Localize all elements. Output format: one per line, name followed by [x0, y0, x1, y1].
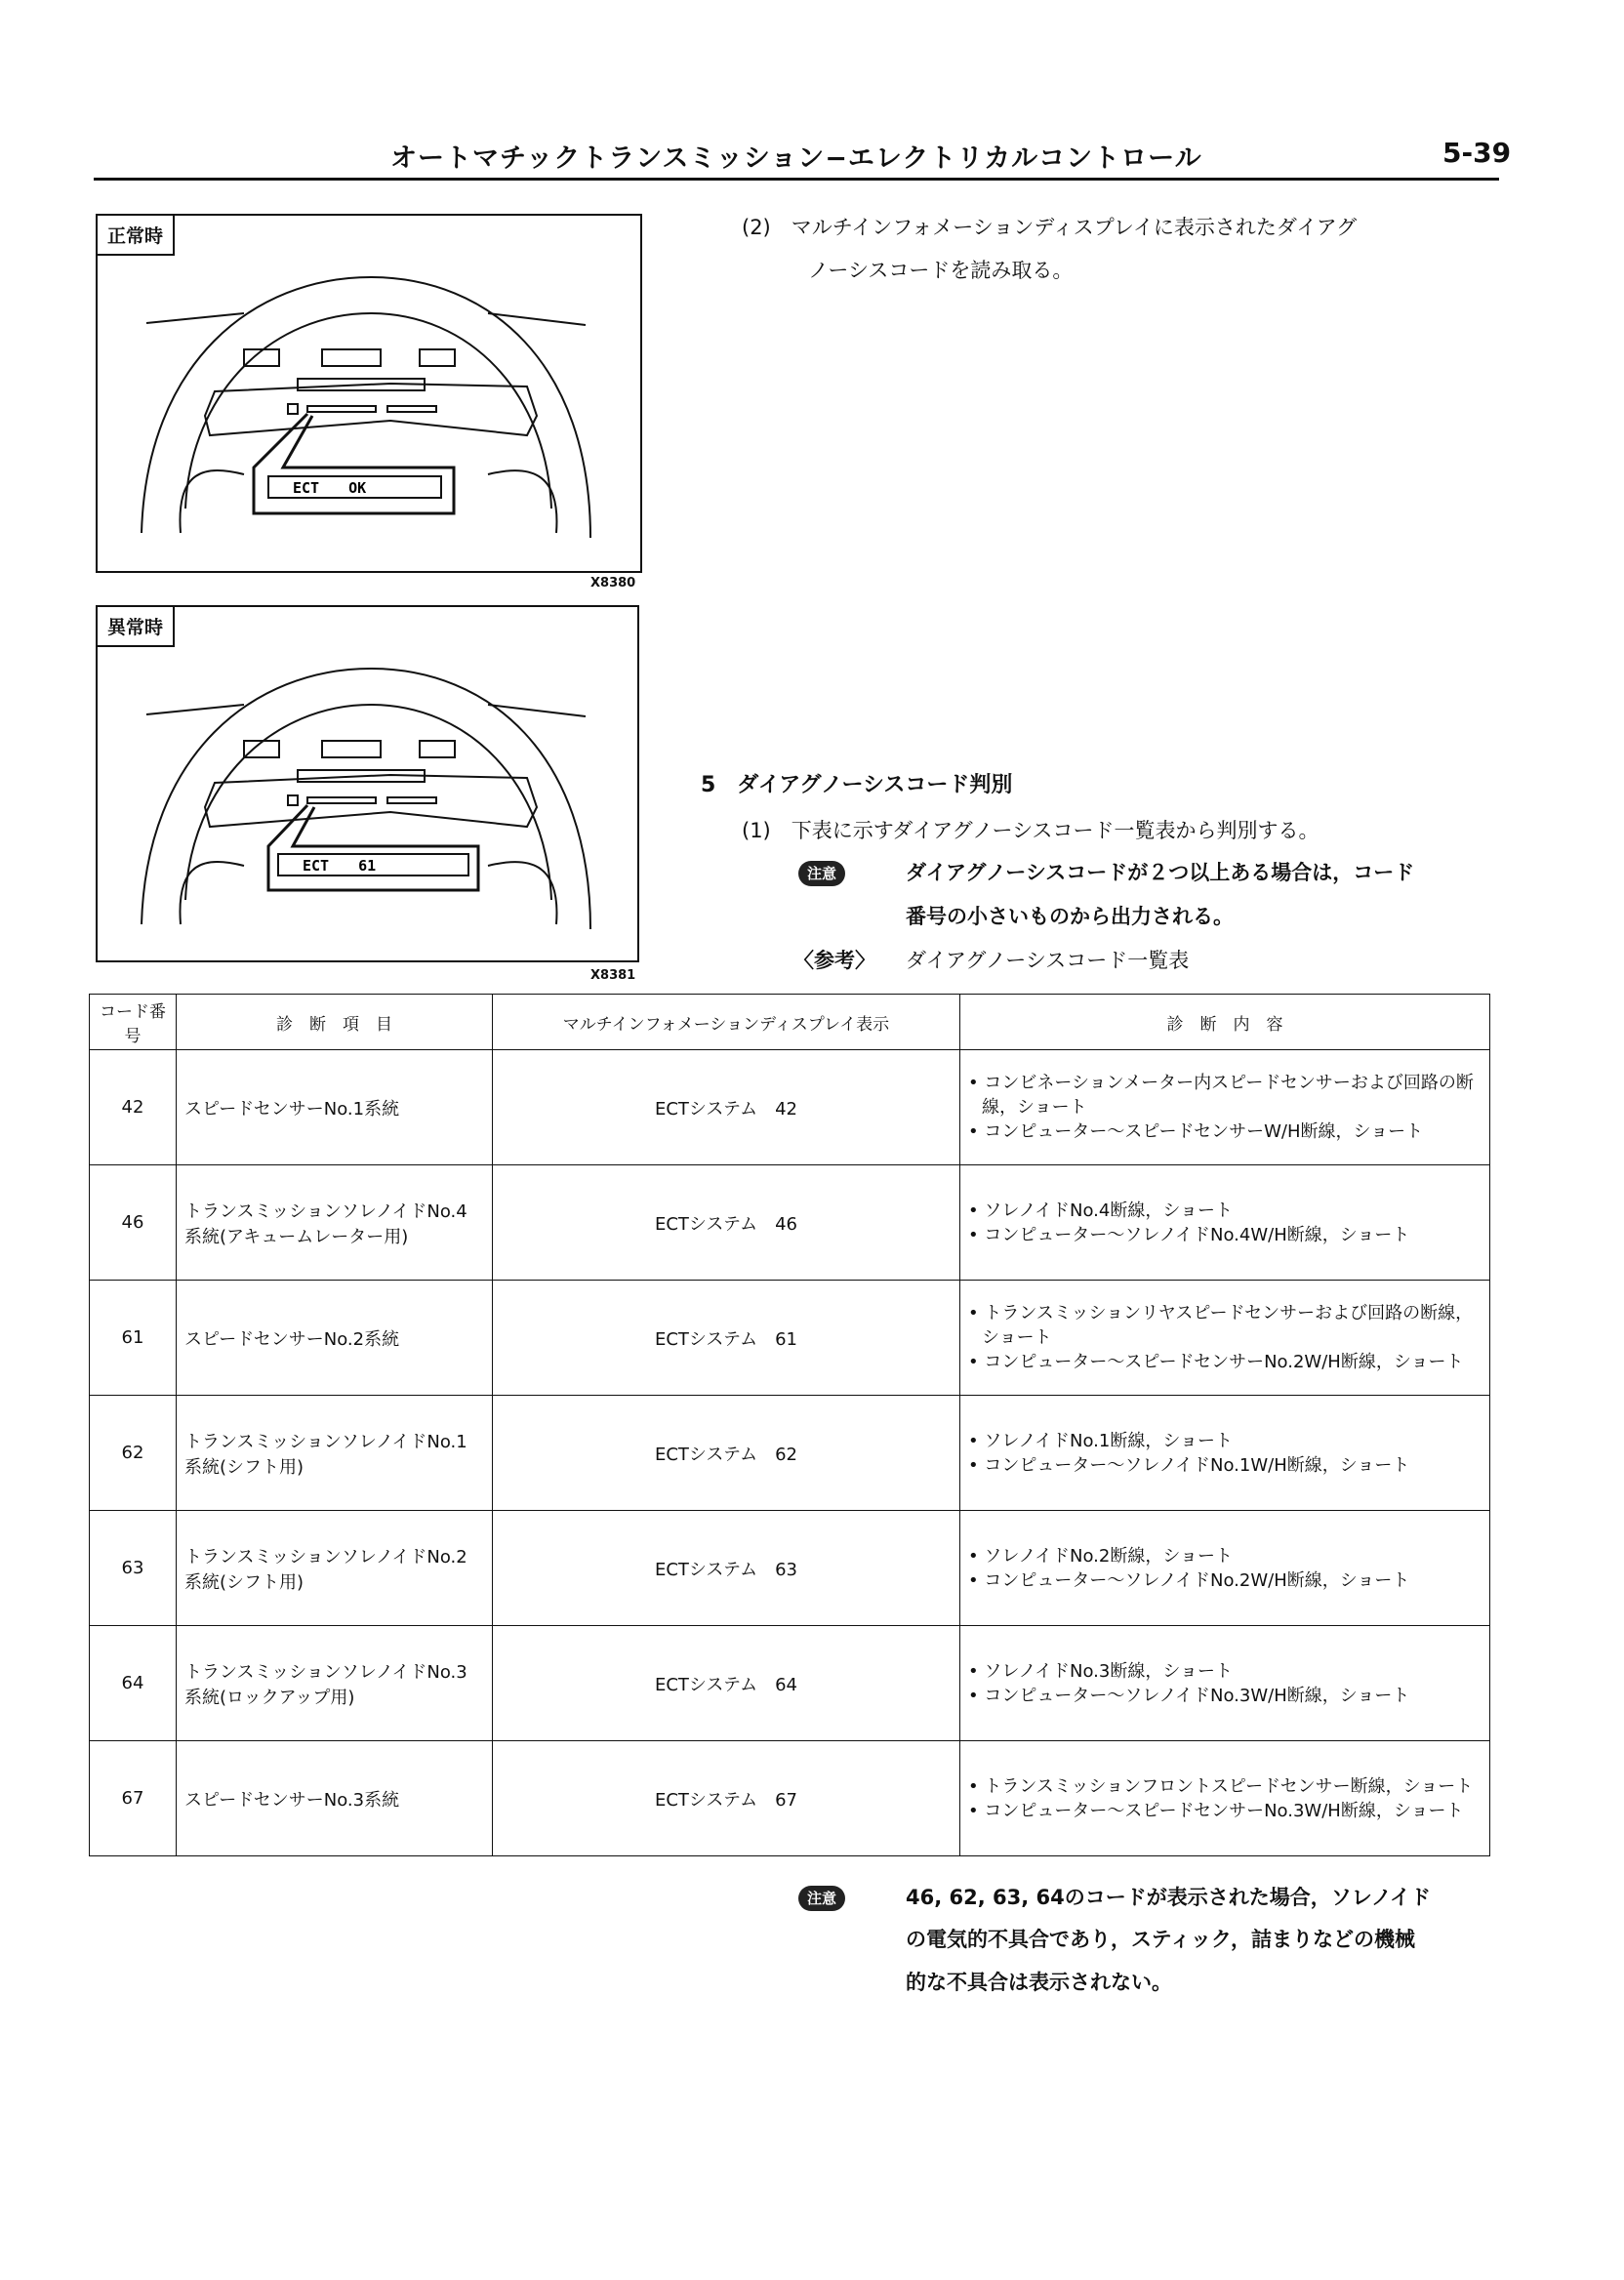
content-cell — [960, 1050, 1490, 1165]
page-number: 5-39 — [1442, 137, 1512, 169]
code-cell: 61 — [90, 1281, 177, 1396]
table-row — [90, 1511, 1490, 1626]
item-cell: トランスミッションソレノイドNo.4系統(アキュームレーター用) — [177, 1165, 493, 1281]
table-row — [90, 1626, 1490, 1741]
content-cell — [960, 1281, 1490, 1396]
content-item: • ソレノイドNo.1断線，ショート — [968, 1429, 1482, 1453]
reference-text: ダイアグノーシスコード一覧表 — [906, 949, 1190, 972]
content-list — [968, 1199, 1482, 1247]
content-item: • トランスミッションリヤスピードセンサーおよび回路の断線，ショート — [968, 1301, 1482, 1350]
content-cell — [960, 1396, 1490, 1511]
display-cell: ECTシステム 61 — [493, 1281, 960, 1396]
content-item: • コンピューター〜ソレノイドNo.3W/H断線，ショート — [968, 1684, 1482, 1708]
col-header-code: コード番号 — [90, 995, 177, 1050]
item-cell: スピードセンサーNo.2系統 — [177, 1281, 493, 1396]
content-item: • コンピューター〜スピードセンサーNo.2W/H断線，ショート — [968, 1350, 1482, 1374]
steering-wheel-illustration — [98, 607, 637, 960]
code-cell: 62 — [90, 1396, 177, 1511]
code-cell: 64 — [90, 1626, 177, 1741]
col-header-display: マルチインフォメーションディスプレイ表示 — [493, 995, 960, 1050]
display-readout: ECT 61 — [303, 857, 377, 875]
display-cell: ECTシステム 46 — [493, 1165, 960, 1281]
bottom-note-line3: 的な不具合は表示されない。 — [906, 1971, 1172, 1994]
figure-caption: X8381 — [590, 968, 636, 983]
figure-caption: X8380 — [590, 576, 636, 590]
table-row — [90, 1396, 1490, 1511]
content-item: • コンピューター〜ソレノイドNo.1W/H断線，ショート — [968, 1453, 1482, 1478]
bottom-note-line1: 46, 62, 63, 64のコードが表示された場合，ソレノイド — [906, 1886, 1432, 1909]
caution-line2: 番号の小さいものから出力される。 — [906, 905, 1234, 928]
content-item: • ソレノイドNo.3断線，ショート — [968, 1659, 1482, 1684]
content-item: • コンビネーションメーター内スピードセンサーおよび回路の断線，ショート — [968, 1071, 1482, 1120]
table-row — [90, 1165, 1490, 1281]
display-cell: ECTシステム 64 — [493, 1626, 960, 1741]
content-cell — [960, 1626, 1490, 1741]
steering-wheel-illustration — [98, 216, 640, 571]
col-header-item: 診 断 項 目 — [177, 995, 493, 1050]
display-readout: ECT OK — [293, 479, 367, 497]
content-cell — [960, 1165, 1490, 1281]
item-cell: スピードセンサーNo.3系統 — [177, 1741, 493, 1856]
content-list — [968, 1429, 1482, 1478]
item-cell: スピードセンサーNo.1系統 — [177, 1050, 493, 1165]
header-rule — [94, 178, 1499, 181]
content-item: • ソレノイドNo.4断線，ショート — [968, 1199, 1482, 1223]
table-row — [90, 1050, 1490, 1165]
content-list — [968, 1774, 1482, 1823]
item-cell: トランスミッションソレノイドNo.2系統(シフト用) — [177, 1511, 493, 1626]
content-cell — [960, 1511, 1490, 1626]
display-cell: ECTシステム 62 — [493, 1396, 960, 1511]
content-list — [968, 1301, 1482, 1374]
display-cell: ECTシステム 63 — [493, 1511, 960, 1626]
figure-label: 正常時 — [98, 216, 175, 256]
table-header-row — [90, 995, 1490, 1050]
figure-abnormal — [96, 605, 639, 962]
reference-label: 〈参考〉 — [793, 949, 875, 972]
content-item: • トランスミッションフロントスピードセンサー断線，ショート — [968, 1774, 1482, 1799]
content-cell — [960, 1741, 1490, 1856]
step2-line1: (2) マルチインフォメーションディスプレイに表示されたダイアグ — [742, 216, 1358, 239]
diagnosis-code-table — [89, 994, 1490, 1856]
code-cell: 67 — [90, 1741, 177, 1856]
step1-text: (1) 下表に示すダイアグノーシスコード一覧表から判別する。 — [742, 819, 1320, 842]
display-cell: ECTシステム 67 — [493, 1741, 960, 1856]
caution-line1: ダイアグノーシスコードが２つ以上ある場合は，コード — [906, 861, 1415, 884]
content-item: • コンピューター〜ソレノイドNo.2W/H断線，ショート — [968, 1568, 1482, 1593]
section-title: 5 ダイアグノーシスコード判別 — [701, 773, 1013, 797]
caution-badge: 注意 — [798, 1886, 845, 1911]
item-cell: トランスミッションソレノイドNo.3系統(ロックアップ用) — [177, 1626, 493, 1741]
content-item: • コンピューター〜スピードセンサーW/H断線，ショート — [968, 1120, 1482, 1144]
code-cell: 63 — [90, 1511, 177, 1626]
display-cell: ECTシステム 42 — [493, 1050, 960, 1165]
figure-normal — [96, 214, 642, 573]
content-item: • コンピューター〜スピードセンサーNo.3W/H断線，ショート — [968, 1799, 1482, 1823]
figure-label: 異常時 — [98, 607, 175, 647]
item-cell: トランスミッションソレノイドNo.1系統(シフト用) — [177, 1396, 493, 1511]
col-header-content: 診 断 内 容 — [960, 995, 1490, 1050]
content-list — [968, 1071, 1482, 1144]
table-row — [90, 1281, 1490, 1396]
code-cell: 42 — [90, 1050, 177, 1165]
content-item: • コンピューター〜ソレノイドNo.4W/H断線，ショート — [968, 1223, 1482, 1247]
bottom-note-line2: の電気的不具合であり，スティック，詰まりなどの機械 — [906, 1928, 1416, 1951]
content-list — [968, 1544, 1482, 1593]
table-row — [90, 1741, 1490, 1856]
page-header-title: オートマチックトランスミッション−エレクトリカルコントロール — [390, 143, 1202, 174]
code-cell: 46 — [90, 1165, 177, 1281]
step2-line2: ノーシスコードを読み取る。 — [808, 259, 1074, 282]
content-list — [968, 1659, 1482, 1708]
content-item: • ソレノイドNo.2断線，ショート — [968, 1544, 1482, 1568]
caution-badge: 注意 — [798, 861, 845, 886]
